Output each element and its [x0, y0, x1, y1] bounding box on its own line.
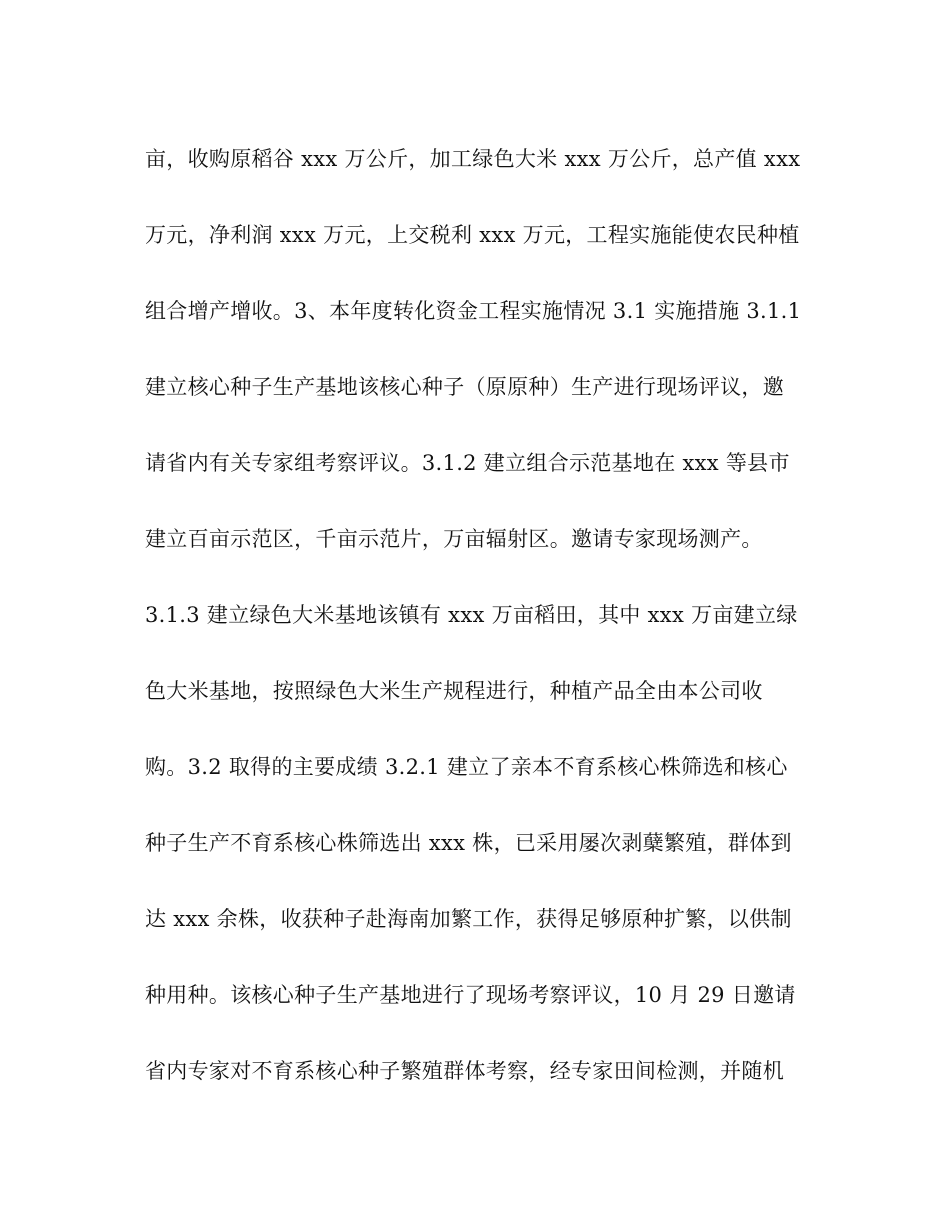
text-line: 达 xxx 余株，收获种子赴海南加繁工作，获得足够原种扩繁，以供制 [145, 907, 792, 931]
text-line: 建立百亩示范区，千亩示范片，万亩辐射区。邀请专家现场测产。 [145, 527, 763, 551]
text-line: 色大米基地，按照绿色大米生产规程进行，种植产品全由本公司收 [145, 679, 763, 703]
text-line: 种子生产不育系核心株筛选出 xxx 株，已采用屡次剥蘖繁殖，群体到 [145, 831, 792, 855]
text-line: 购。3.2 取得的主要成绩 3.2.1 建立了亲本不育系核心株筛选和核心 [145, 755, 788, 779]
text-line: 万元，净利润 xxx 万元，上交税利 xxx 万元，工程实施能使农民种植 [145, 223, 800, 247]
text-line: 亩，收购原稻谷 xxx 万公斤，加工绿色大米 xxx 万公斤，总产值 xxx [145, 147, 801, 171]
text-line: 组合增产增收。3、本年度转化资金工程实施情况 3.1 实施措施 3.1.1 [145, 299, 802, 323]
document-body [145, 138, 815, 1126]
text-line: 3.1.3 建立绿色大米基地该镇有 xxx 万亩稻田，其中 xxx 万亩建立绿 [145, 603, 798, 627]
text-line: 建立核心种子生产基地该核心种子（原原种）生产进行现场评议，邀 [145, 375, 784, 399]
text-line: 请省内有关专家组考察评议。3.1.2 建立组合示范基地在 xxx 等县市 [145, 451, 790, 475]
text-line: 种用种。该核心种子生产基地进行了现场考察评议，10 月 29 日邀请 [145, 983, 796, 1007]
text-line: 省内专家对不育系核心种子繁殖群体考察，经专家田间检测，并随机 [145, 1059, 784, 1083]
